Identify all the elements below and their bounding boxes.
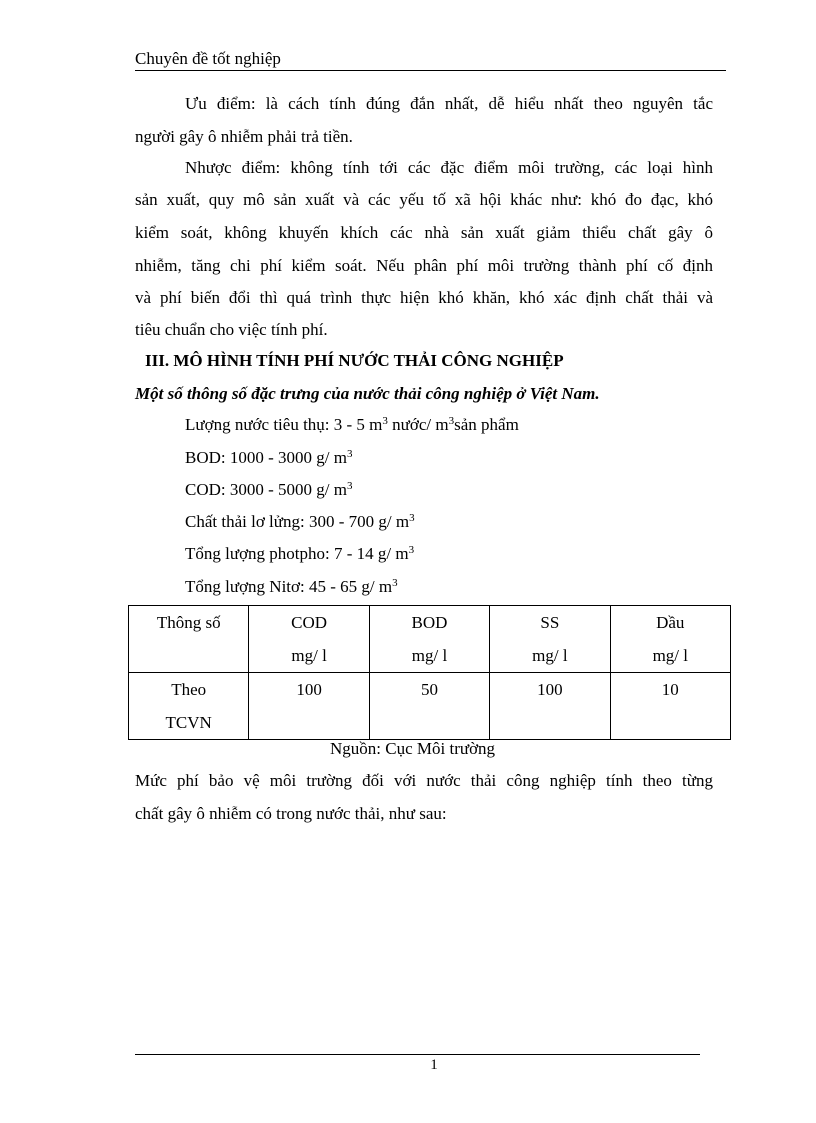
table-header-cell: Dầu mg/ l <box>610 606 730 673</box>
table-cell: 10 <box>610 673 730 740</box>
table-cell: Theo TCVN <box>129 673 249 740</box>
spec-suspended-solids: Chất thải lơ lửng: 300 - 700 g/ $m^3$ <box>185 512 415 531</box>
table-cell: 50 <box>369 673 489 740</box>
spec-nitrogen: Tổng lượng Nitơ: 45 - 65 g/ $m^3$ <box>185 577 398 596</box>
table-header-cell: COD mg/ l <box>249 606 369 673</box>
table-header-cell: Thông số <box>129 606 249 673</box>
disadvantage-line-3: kiểm soát, không khuyến khích các nhà sản xuất giảm thiểu chất gây ô <box>135 223 713 242</box>
disadvantage-line-1: Nhược điểm: không tính tới các đặc điểm môi trường, các loại hình <box>185 158 713 177</box>
closing-line-1: Mức phí bảo vệ môi trường đối với nước thải công nghiệp tính theo từng <box>135 771 713 790</box>
spec-phosphorus: Tổng lượng photpho: 7 - 14 g/ $m^3$ <box>185 544 415 563</box>
disadvantage-line-6: tiêu chuẩn cho việc tính phí. <box>135 320 328 339</box>
parameters-table <box>128 605 731 740</box>
advantage-line-2: người gây ô nhiễm phải trả tiền. <box>135 127 353 146</box>
header-divider <box>135 70 726 71</box>
disadvantage-line-2: sản xuất, quy mô sản xuất và các yếu tố xã hội khác như: khó đo đạc, khó <box>135 190 713 209</box>
section-subheading: Một số thông số đặc trưng của nước thải công nghiệp ở Việt Nam. <box>135 384 600 403</box>
disadvantage-line-4: nhiễm, tăng chi phí kiểm soát. Nếu phân phí môi trường thành phí cố định <box>135 256 713 275</box>
spec-water-consumption: Lượng nước tiêu thụ: 3 - 5 $m^3$ nước/ $m^3sản$ phẩm <box>185 415 519 434</box>
table-row <box>129 673 731 740</box>
section-heading: III. MÔ HÌNH TÍNH PHÍ NƯỚC THẢI CÔNG NGHIỆP <box>145 351 564 370</box>
spec-cod: COD: 3000 - 5000 g/ $m^3$ <box>185 480 353 499</box>
footer-divider <box>135 1054 700 1055</box>
page-header-title: Chuyên đề tốt nghiệp <box>135 49 281 68</box>
advantage-line-1: Ưu điểm: là cách tính đúng đắn nhất, dễ hiểu nhất theo nguyên tắc <box>185 94 713 113</box>
table-header-cell: BOD mg/ l <box>369 606 489 673</box>
table-cell: 100 <box>249 673 369 740</box>
table-header-cell: SS mg/ l <box>490 606 610 673</box>
closing-line-2: chất gây ô nhiễm có trong nước thải, như sau: <box>135 804 447 823</box>
table-header-row <box>129 606 731 673</box>
disadvantage-line-5: và phí biến đổi thì quá trình thực hiện khó khăn, khó xác định chất thải và <box>135 288 713 307</box>
page-number: 1 <box>430 1057 438 1073</box>
spec-bod: BOD: 1000 - 3000 g/ $m^3$ <box>185 448 353 467</box>
table-cell: 100 <box>490 673 610 740</box>
table-source: Nguồn: Cục Môi trường <box>330 739 496 758</box>
